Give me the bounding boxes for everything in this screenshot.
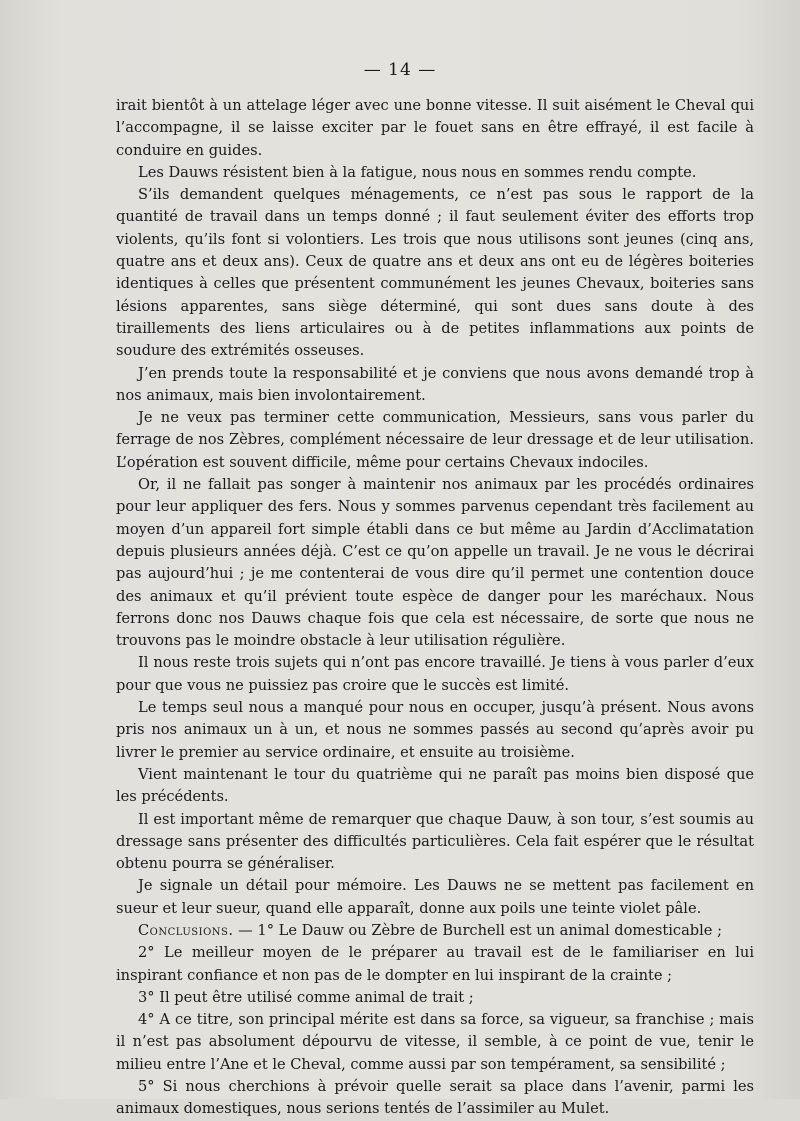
conclusions-paragraph [116, 920, 754, 942]
paragraph: Il est important même de remarquer que chaque Dauw, à son tour, s’est soumis au dressage sans présenter des difficultés particulières. Cela fait espérer que le résultat obtenu pourra se généraliser. [116, 810, 754, 873]
paragraph: S’ils demandent quelques ménagements, ce n’est pas sous le rapport de la quantité de travail dans un temps donné ; il faut seulement éviter des efforts trop violents, qu’ils font si volontiers. Les trois que nous utilisons sont jeunes (cinq ans, quatre ans et deux ans). Ceux de quatre ans et deux ans ont eu de légères boiteries identiques à celles que présentent communément les jeunes Chevaux, boiteries sans lésions apparentes, sans siège déterminé, qui sont dues sans doute à des tiraillements des liens articulaires ou à de petites inflammations aux points de soudure des extrémités osseuses. [116, 186, 754, 360]
body-text [116, 95, 754, 1121]
conclusions-label: Conclusions. [138, 921, 234, 939]
conclusion-item-1: — 1° Le Dauw ou Zèbre de Burchell est un animal domesticable ; [233, 921, 722, 939]
page-number: — 14 — [363, 60, 437, 80]
conclusion-item: 4° A ce titre, son principal mérite est dans sa force, sa vigueur, sa franchise ; mais il n’est pas absolument dépourvu de vitesse, il semble, à ce point de vue, tenir le milieu entre l’Ane et le Cheval, comme aussi par son tempérament, sa sensibilité ; [116, 1011, 754, 1073]
conclusion-item: 2° Le meilleur moyen de le préparer au travail est de le familiariser en lui inspirant confiance et non pas de le dompter en lui inspirant de la crainte ; [116, 944, 754, 984]
conclusion-item: 5° Si nous cherchions à prévoir quelle serait sa place dans l’avenir, parmi les animaux domestiques, nous serions tentés de l’assimiler au Mulet. [116, 1078, 754, 1118]
paragraph: Il nous reste trois sujets qui n’ont pas encore travaillé. Je tiens à vous parler d’eux pour que vous ne puissiez pas croire que le succès est limité. [116, 654, 754, 694]
paragraph: Vient maintenant le tour du quatrième qui ne paraît pas moins bien disposé que les précédents. [116, 765, 754, 806]
conclusion-item: 3° Il peut être utilisé comme animal de trait ; [138, 988, 474, 1006]
paragraph: Je signale un détail pour mémoire. Les Dauws ne se mettent pas facilement en sueur et leur sueur, quand elle apparaît, donne aux poils une teinte violet pâle. [116, 877, 754, 917]
paragraph: Or, il ne fallait pas songer à maintenir nos animaux par les procédés ordinaires pour leur appliquer des fers. Nous y sommes parvenus cependant très facilement au moyen d’un appareil fort simple établi dans ce but même au Jardin d’Acclimatation depuis plusieurs années déjà. C’est ce qu’on appelle un travail. Je ne vous le décrirai pas aujourd’hui ; je me contenterai de vous dire qu’il permet une contention douce des animaux et qu’il prévient toute espèce de danger pour les maréchaux. Nous ferrons donc nos Dauws chaque fois que cela est nécessaire, de sorte que nous ne trouvons pas le moindre obstacle à leur utilisation régulière. [116, 476, 754, 650]
paragraph: J’en prends toute la responsabilité et je conviens que nous avons demandé trop à nos animaux, mais bien involontairement. [116, 364, 754, 404]
paragraph: Les Dauws résistent bien à la fatigue, nous nous en sommes rendu compte. [138, 163, 697, 181]
paragraph: irait bientôt à un attelage léger avec une bonne vitesse. Il suit aisément le Cheval qui l’accompagne, il se laisse exciter par le fouet sans en être effrayé, il est facile à conduire en guides. [116, 97, 754, 159]
paragraph: Le temps seul nous a manqué pour nous en occuper, jusqu’à présent. Nous avons pris nos animaux un à un, et nous ne sommes passés au second qu’après avoir pu livrer le premier au service ordinaire, et ensuite au troisième. [116, 699, 754, 761]
paragraph: Je ne veux pas terminer cette communication, Messieurs, sans vous parler du ferrage de nos Zèbres, complément nécessaire de leur dressage et de leur utilisation. L’opération est souvent difficile, même pour certains Chevaux indociles. [116, 409, 754, 471]
